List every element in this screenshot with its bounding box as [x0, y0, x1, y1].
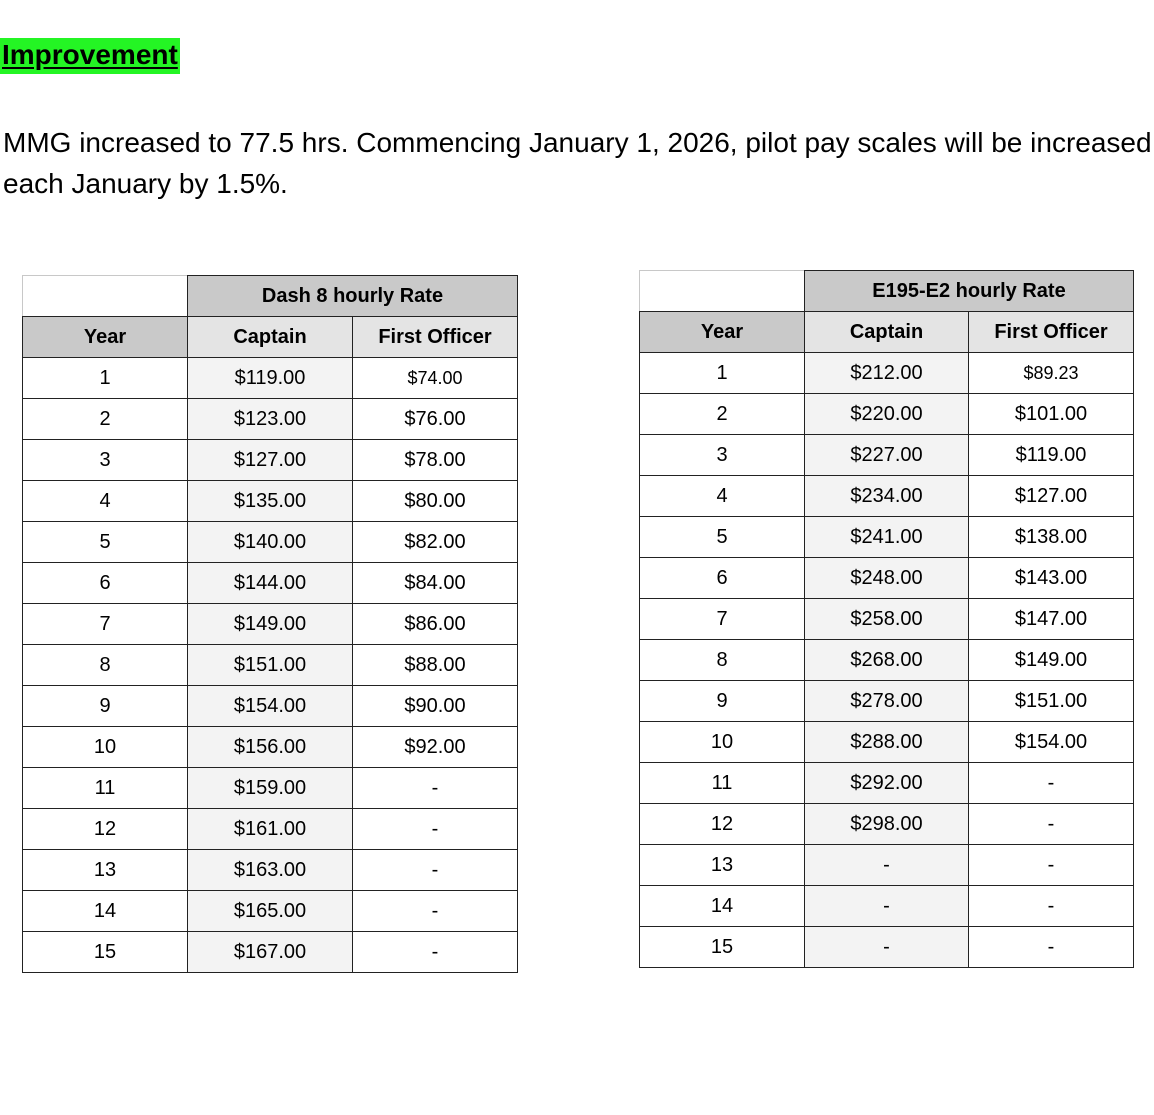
- table-row: [640, 845, 1134, 886]
- captain-rate-cell: $278.00: [805, 681, 969, 722]
- year-cell: 14: [23, 891, 188, 932]
- first-officer-rate-cell: $78.00: [353, 440, 518, 481]
- first-officer-rate-cell: -: [969, 804, 1134, 845]
- year-cell: 3: [23, 440, 188, 481]
- year-cell: 2: [640, 394, 805, 435]
- column-header-year: Year: [23, 317, 188, 358]
- table-row: [23, 850, 518, 891]
- captain-rate-cell: $149.00: [188, 604, 353, 645]
- table-row: [640, 886, 1134, 927]
- first-officer-rate-cell: $90.00: [353, 686, 518, 727]
- first-officer-rate-cell: $92.00: [353, 727, 518, 768]
- captain-rate-cell: $241.00: [805, 517, 969, 558]
- captain-rate-cell: $156.00: [188, 727, 353, 768]
- table-row: [23, 932, 518, 973]
- year-cell: 11: [640, 763, 805, 804]
- first-officer-rate-cell: -: [353, 891, 518, 932]
- table-row: [23, 645, 518, 686]
- table-row: [23, 604, 518, 645]
- captain-rate-cell: $248.00: [805, 558, 969, 599]
- table-header-row: [23, 317, 518, 358]
- captain-rate-cell: $292.00: [805, 763, 969, 804]
- table-row: [640, 640, 1134, 681]
- first-officer-rate-cell: $82.00: [353, 522, 518, 563]
- first-officer-rate-cell: $80.00: [353, 481, 518, 522]
- captain-rate-cell: $165.00: [188, 891, 353, 932]
- table-row: [23, 686, 518, 727]
- table-row: [23, 727, 518, 768]
- captain-rate-cell: $258.00: [805, 599, 969, 640]
- first-officer-rate-cell: $138.00: [969, 517, 1134, 558]
- first-officer-rate-cell: -: [353, 850, 518, 891]
- e195-table-body: [640, 271, 1134, 968]
- captain-rate-cell: $298.00: [805, 804, 969, 845]
- dash8-rate-table: [22, 275, 518, 973]
- year-cell: 5: [640, 517, 805, 558]
- table-row: [23, 358, 518, 399]
- table-row: [23, 563, 518, 604]
- first-officer-rate-cell: $74.00: [353, 358, 518, 399]
- table-row: [640, 394, 1134, 435]
- captain-rate-cell: $127.00: [188, 440, 353, 481]
- captain-rate-cell: $144.00: [188, 563, 353, 604]
- year-cell: 13: [23, 850, 188, 891]
- year-cell: 1: [23, 358, 188, 399]
- table-row: [640, 722, 1134, 763]
- table-row: [640, 763, 1134, 804]
- year-cell: 14: [640, 886, 805, 927]
- section-heading: Improvement: [0, 38, 180, 74]
- captain-rate-cell: $268.00: [805, 640, 969, 681]
- table-row: [23, 891, 518, 932]
- table-row: [23, 440, 518, 481]
- year-cell: 4: [640, 476, 805, 517]
- captain-rate-cell: -: [805, 886, 969, 927]
- first-officer-rate-cell: $88.00: [353, 645, 518, 686]
- first-officer-rate-cell: $76.00: [353, 399, 518, 440]
- year-cell: 13: [640, 845, 805, 886]
- first-officer-rate-cell: -: [969, 886, 1134, 927]
- captain-rate-cell: $123.00: [188, 399, 353, 440]
- captain-rate-cell: $140.00: [188, 522, 353, 563]
- year-cell: 10: [23, 727, 188, 768]
- year-cell: 2: [23, 399, 188, 440]
- first-officer-rate-cell: $127.00: [969, 476, 1134, 517]
- table-row: [640, 435, 1134, 476]
- year-cell: 5: [23, 522, 188, 563]
- first-officer-rate-cell: $84.00: [353, 563, 518, 604]
- first-officer-rate-cell: -: [353, 768, 518, 809]
- captain-rate-cell: -: [805, 845, 969, 886]
- year-cell: 11: [23, 768, 188, 809]
- blank-corner-cell: [640, 271, 805, 312]
- table-row: [640, 558, 1134, 599]
- year-cell: 6: [23, 563, 188, 604]
- table-title-row: [23, 276, 518, 317]
- captain-rate-cell: $119.00: [188, 358, 353, 399]
- captain-rate-cell: $234.00: [805, 476, 969, 517]
- year-cell: 12: [23, 809, 188, 850]
- year-cell: 7: [23, 604, 188, 645]
- table-title-row: [640, 271, 1134, 312]
- first-officer-rate-cell: $101.00: [969, 394, 1134, 435]
- year-cell: 8: [23, 645, 188, 686]
- column-header-year: Year: [640, 312, 805, 353]
- captain-rate-cell: $212.00: [805, 353, 969, 394]
- column-header-captain: Captain: [805, 312, 969, 353]
- intro-paragraph: [3, 122, 1154, 204]
- e195-rate-table: [639, 270, 1134, 968]
- table-row: [640, 599, 1134, 640]
- table-row: [23, 809, 518, 850]
- year-cell: 6: [640, 558, 805, 599]
- first-officer-rate-cell: $119.00: [969, 435, 1134, 476]
- table-header-row: [640, 312, 1134, 353]
- table-row: [640, 476, 1134, 517]
- first-officer-rate-cell: -: [969, 763, 1134, 804]
- first-officer-rate-cell: $151.00: [969, 681, 1134, 722]
- captain-rate-cell: $167.00: [188, 932, 353, 973]
- year-cell: 9: [640, 681, 805, 722]
- table-row: [640, 517, 1134, 558]
- captain-rate-cell: -: [805, 927, 969, 968]
- first-officer-rate-cell: $86.00: [353, 604, 518, 645]
- captain-rate-cell: $154.00: [188, 686, 353, 727]
- year-cell: 7: [640, 599, 805, 640]
- first-officer-rate-cell: $89.23: [969, 353, 1134, 394]
- first-officer-rate-cell: -: [353, 932, 518, 973]
- captain-rate-cell: $227.00: [805, 435, 969, 476]
- table-row: [23, 768, 518, 809]
- table-row: [640, 927, 1134, 968]
- captain-rate-cell: $163.00: [188, 850, 353, 891]
- captain-rate-cell: $159.00: [188, 768, 353, 809]
- column-header-first-officer: First Officer: [353, 317, 518, 358]
- captain-rate-cell: $151.00: [188, 645, 353, 686]
- first-officer-rate-cell: -: [353, 809, 518, 850]
- first-officer-rate-cell: $143.00: [969, 558, 1134, 599]
- captain-rate-cell: $161.00: [188, 809, 353, 850]
- intro-line-1: MMG increased to 77.5 hrs. Commencing January 1, 2026, pilot pay scales will be increased: [3, 127, 1152, 158]
- table-row: [640, 681, 1134, 722]
- dash8-table-body: [23, 276, 518, 973]
- table-row: [640, 353, 1134, 394]
- first-officer-rate-cell: -: [969, 927, 1134, 968]
- year-cell: 9: [23, 686, 188, 727]
- year-cell: 12: [640, 804, 805, 845]
- year-cell: 8: [640, 640, 805, 681]
- first-officer-rate-cell: $154.00: [969, 722, 1134, 763]
- intro-line-2: each January by 1.5%.: [3, 168, 288, 199]
- year-cell: 15: [23, 932, 188, 973]
- column-header-first-officer: First Officer: [969, 312, 1134, 353]
- first-officer-rate-cell: -: [969, 845, 1134, 886]
- captain-rate-cell: $288.00: [805, 722, 969, 763]
- year-cell: 3: [640, 435, 805, 476]
- table-title: Dash 8 hourly Rate: [188, 276, 518, 317]
- table-row: [23, 522, 518, 563]
- year-cell: 4: [23, 481, 188, 522]
- first-officer-rate-cell: $149.00: [969, 640, 1134, 681]
- captain-rate-cell: $135.00: [188, 481, 353, 522]
- table-row: [23, 481, 518, 522]
- year-cell: 10: [640, 722, 805, 763]
- year-cell: 15: [640, 927, 805, 968]
- column-header-captain: Captain: [188, 317, 353, 358]
- blank-corner-cell: [23, 276, 188, 317]
- table-row: [23, 399, 518, 440]
- table-row: [640, 804, 1134, 845]
- table-title: E195-E2 hourly Rate: [805, 271, 1134, 312]
- captain-rate-cell: $220.00: [805, 394, 969, 435]
- year-cell: 1: [640, 353, 805, 394]
- first-officer-rate-cell: $147.00: [969, 599, 1134, 640]
